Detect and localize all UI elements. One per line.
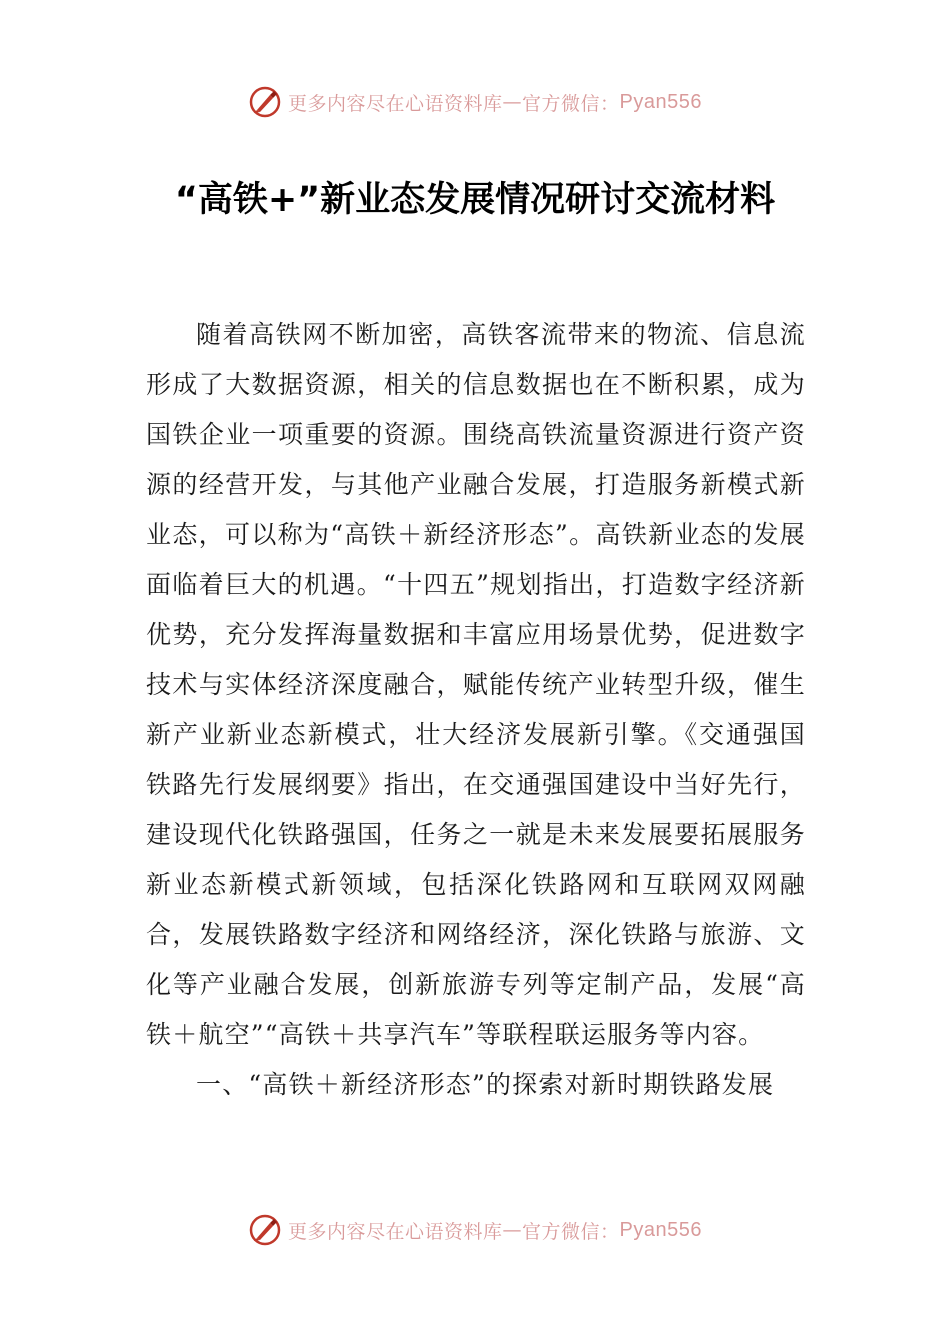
pen-logo-icon [248, 1213, 282, 1247]
watermark-main-text: 更多内容尽在心语资料库 [288, 1220, 503, 1243]
document-body [146, 310, 806, 1110]
pen-logo-icon [248, 85, 282, 119]
header-watermark [0, 82, 950, 122]
watermark-dash: — [502, 1219, 523, 1241]
section-heading-paragraph: 一、“高铁＋新经济形态”的探索对新时期铁路发展 [196, 1070, 775, 1099]
watermark-dash: — [502, 91, 523, 113]
watermark-suffix: 官方微信： [522, 1220, 620, 1243]
document-title: “高铁+”新业态发展情况研讨交流材料 [174, 180, 776, 220]
watermark-suffix: 官方微信： [522, 92, 620, 115]
watermark-main-text: 更多内容尽在心语资料库 [288, 92, 503, 115]
watermark-wechat-id: Pyan556 [619, 1218, 702, 1241]
footer-watermark [0, 1210, 950, 1250]
watermark-wechat-id: Pyan556 [619, 90, 702, 113]
body-paragraph: 随着高铁网不断加密，高铁客流带来的物流、信息流形成了大数据资源，相关的信息数据也在不断积累，成为国铁企业一项重要的资源。围绕高铁流量资源进行资产资源的经营开发，与其他产业融合发展，打造服务新模式新业态，可以称为“高铁＋新经济形态”。高铁新业态的发展面临着巨大的机遇。“十四五”规划指出，打造数字经济新优势，充分发挥海量数据和丰富应用场景优势，促进数字技术与实体经济深度融合，赋能传统产业转型升级，催生新产业新业态新模式，壮大经济发展新引擎。《交通强国铁路先行发展纲要》指出，在交通强国建设中当好先行，建设现代化铁路强国，任务之一就是未来发展要拓展服务新业态新模式新领域，包括深化铁路网和互联网双网融合，发展铁路数字经济和网络经济，深化铁路与旅游、文化等产业融合发展，创新旅游专列等定制产品，发展“高铁＋航空”“高铁＋共享汽车”等联程联运服务等内容。 [146, 320, 806, 1049]
